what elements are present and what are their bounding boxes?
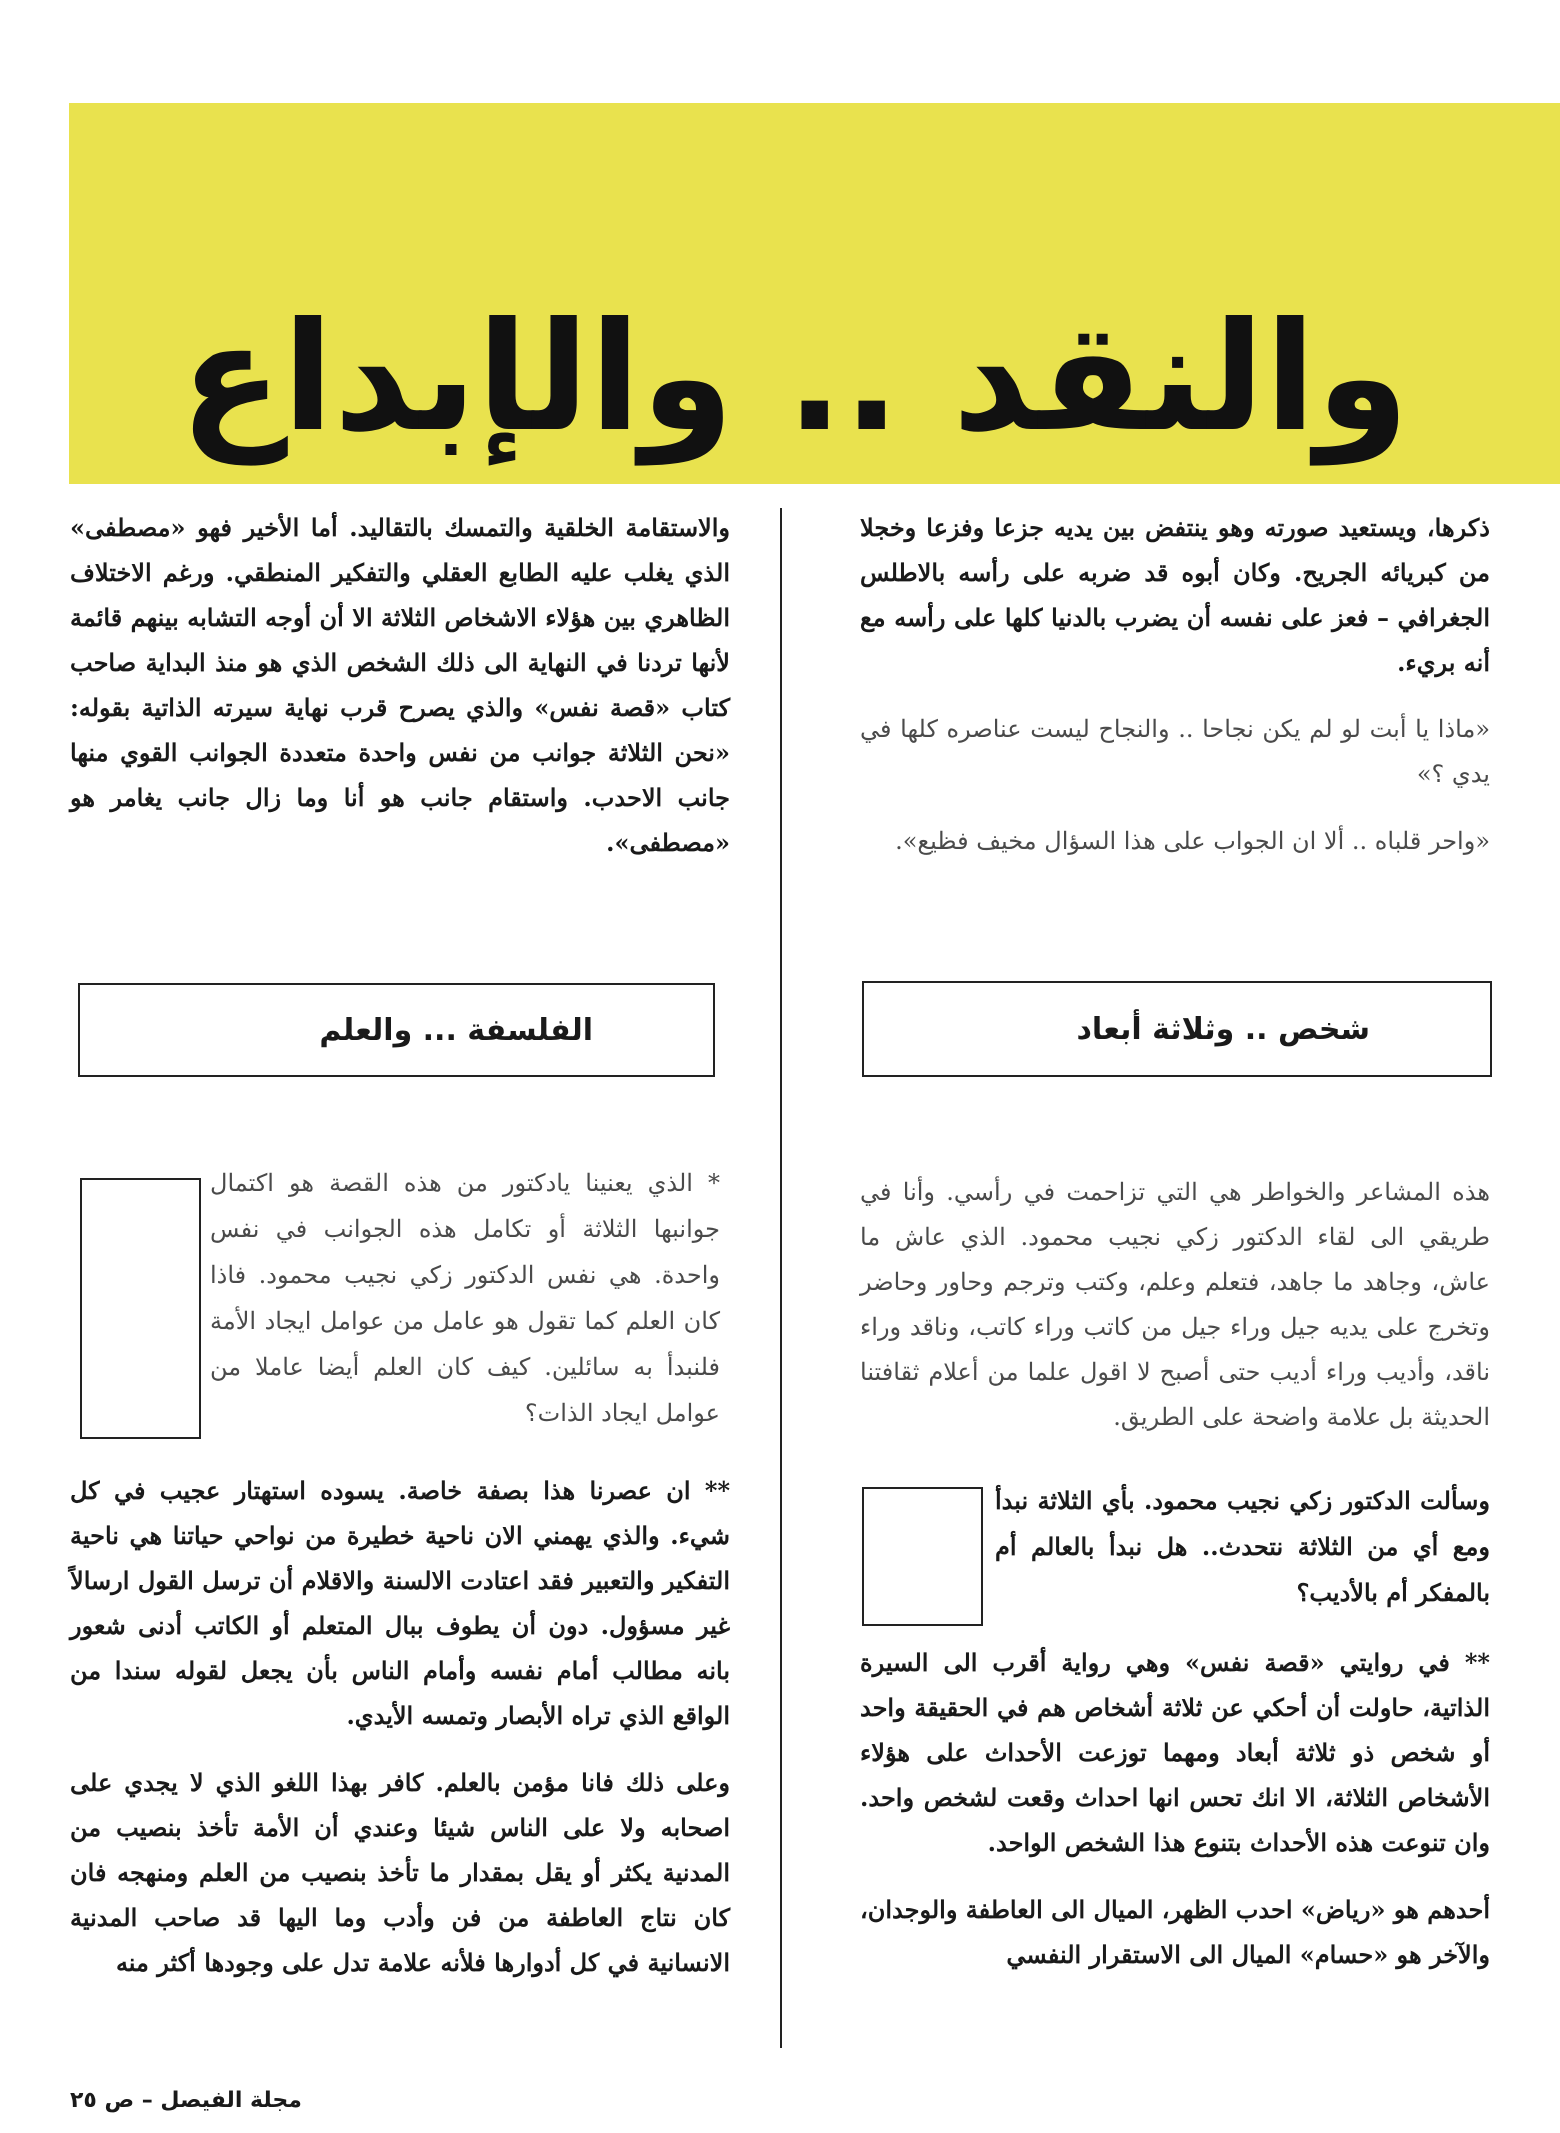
right-column-mid — [860, 1170, 1490, 1462]
column-divider — [780, 508, 782, 2048]
photo-placeholder-left — [80, 1178, 201, 1439]
section-heading-right: شخص .. وثلاثة أبعاد — [1076, 1011, 1370, 1047]
section-heading-left: الفلسفة ... والعلم — [319, 1012, 593, 1048]
photo-placeholder-right — [862, 1487, 983, 1626]
right-paragraph-2: «ماذا يا أبت لو لم يكن نجاحا .. والنجاح ليست عناصره كلها في يدي ؟» — [860, 715, 1490, 788]
right-intro-paragraph: هذه المشاعر والخواطر هي التي تزاحمت في رأسي. وأنا في طريقي الى لقاء الدكتور زكي نجيب محمود. الذي عاش ما عاش، وجاهد ما جاهد، فتعلم وعلم، وكتب وترجم وحاور وحاضر وتخرج على يديه جيل وراء جيل من كاتب وراء كاتب، وناقد وراء ناقد، وأديب وراء أديب حتى أصبح لا اقول علما من أعلام ثقافتنا الحديثة بل علامة واضحة على الطريق. — [860, 1178, 1490, 1431]
article-title: والنقد .. والإبداع — [179, 291, 1410, 465]
right-column-bottom — [860, 1640, 1490, 1999]
right-column-top — [860, 505, 1490, 886]
right-paragraph-1: ذكرها، ويستعيد صورته وهو ينتفض بين يديه جزعا وفزعا وخجلا من كبريائه الجريح. وكان أبوه قد ضربه على رأسه بالاطلس الجغرافي – فعز على نفسه أن يضرب بالدنيا كلها على رأسه مع أنه بريء. — [860, 513, 1490, 677]
section-heading-box-left — [78, 983, 715, 1077]
left-answer-paragraph-2: وعلى ذلك فانا مؤمن بالعلم. كافر بهذا اللغو الذي لا يجدي على اصحابه ولا على الناس شيئا وعندي أن الأمة تأخذ بنصيب من المدنية يكثر أو يقل بمقدار ما تأخذ بنصيب من العلم ومنهجه فان كان نتاج العاطفة من فن وأدب وما اليها قد صاحب المدنية الانسانية في كل أدوارها فلأنه علامة تدل على وجودها أكثر منه — [70, 1768, 730, 1977]
section-heading-box-right — [862, 981, 1492, 1077]
left-paragraph-1: والاستقامة الخلقية والتمسك بالتقاليد. أما الأخير فهو «مصطفى» الذي يغلب عليه الطابع العقلي والتفكير المنطقي. ورغم الاختلاف الظاهري بين هؤلاء الاشخاص الثلاثة الا أن أوجه التشابه بينهم قائمة لأنها تردنا في النهاية الى ذلك الشخص الذي هو منذ البداية صاحب كتاب «قصة نفس» والذي يصرح قرب نهاية سيرته الذاتية بقوله: «نحن الثلاثة جوانب من نفس واحدة متعددة الجوانب القوي منها جانب الاحدب. واستقام جانب هو أنا وما زال جانب يغامر هو «مصطفى». — [70, 513, 730, 857]
right-question-text: وسألت الدكتور زكي نجيب محمود. بأي الثلاثة نبدأ ومع أي من الثلاثة نتحدث.. هل نبدأ بالعالم أم بالمفكر أم بالأديب؟ — [995, 1486, 1490, 1607]
left-question — [210, 1160, 720, 1436]
right-answer-paragraph-1: ** في روايتي «قصة نفس» وهي رواية أقرب الى السيرة الذاتية، حاولت أن أحكي عن ثلاثة أشخاص هم في الحقيقة واحد أو شخص ذو ثلاثة أبعاد ومهما توزعت الأحداث على هؤلاء الأشخاص الثلاثة، الا انك تحس انها احداث وقعت لشخص واحد. وان تنوعت هذه الأحداث بتنوع هذا الشخص الواحد. — [860, 1648, 1490, 1857]
right-answer-paragraph-2: أحدهم هو «رياض» احدب الظهر، الميال الى العاطفة والوجدان، والآخر هو «حسام» الميال الى الاستقرار النفسي — [860, 1895, 1490, 1969]
left-answer-paragraph-1: ** ان عصرنا هذا بصفة خاصة. يسوده استهتار عجيب في كل شيء. والذي يهمني الان ناحية خطيرة من نواحي حياتنا هي ناحية التفكير والتعبير فقد اعتادت الالسنة والاقلام أن ترسل القول ارسالاً غير مسؤول. دون أن يطوف ببال المتعلم أو الكاتب أدنى شعور بانه مطالب أمام نفسه وأمام الناس بأن يجعل لقوله سندا من الواقع الذي تراه الأبصار وتمسه الأيدي. — [70, 1476, 730, 1730]
right-paragraph-3: «واحر قلباه .. ألا ان الجواب على هذا السؤال مخيف فظيع». — [895, 827, 1490, 855]
left-question-text: * الذي يعنينا يادكتور من هذه القصة هو اكتمال جوانبها الثلاثة أو تكامل هذه الجوانب في نفس واحدة. هي نفس الدكتور زكي نجيب محمود. فاذا كان العلم كما تقول هو عامل من عوامل ايجاد الأمة فلنبدأ به سائلين. كيف كان العلم أيضا عاملا من عوامل ايجاد الذات؟ — [210, 1169, 721, 1427]
left-column-bottom — [70, 1468, 730, 2007]
right-question — [995, 1478, 1490, 1616]
title-banner — [69, 103, 1560, 484]
page-footer: مجلة الفيصل – ص ٢٥ — [70, 2088, 302, 2113]
left-column-top — [70, 505, 730, 887]
